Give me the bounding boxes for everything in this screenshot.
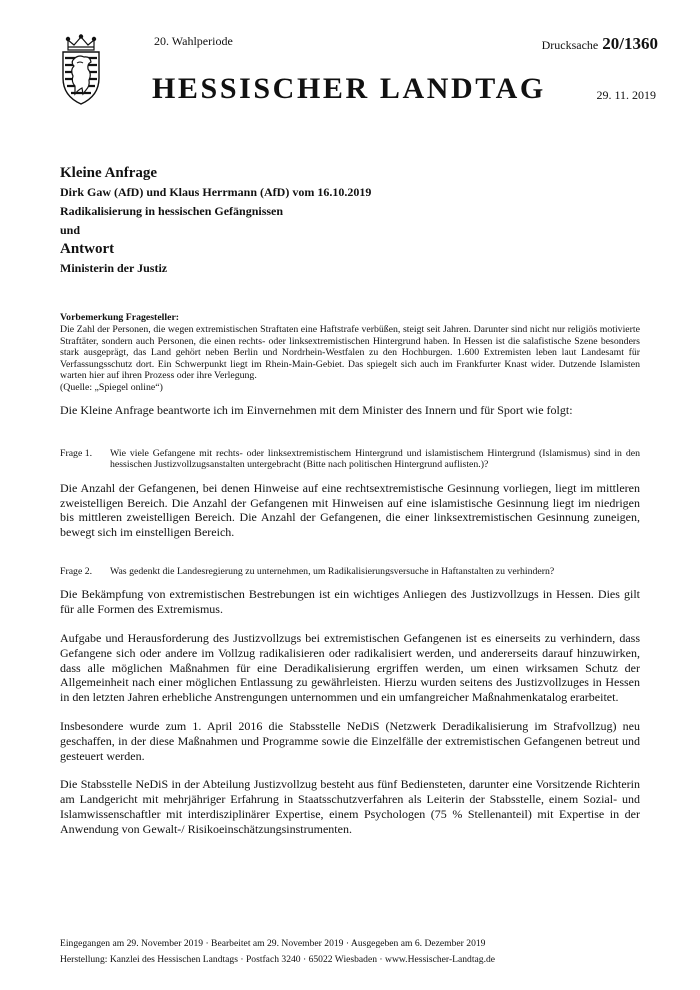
footer-dates: Eingegangen am 29. November 2019 · Bearbeitet am 29. November 2019 · Ausgegeben am 6. Dezember 2019 xyxy=(60,938,486,949)
document-date: 29. 11. 2019 xyxy=(596,88,656,102)
topic: Radikalisierung in hessischen Gefängnissen xyxy=(60,204,284,218)
question-2 xyxy=(60,566,640,578)
question-2-label: Frage 2. xyxy=(60,565,93,577)
answer-2-paragraph: Insbesondere wurde zum 1. April 2016 die Stabsstelle NeDiS (Netzwerk Deradikalisierung im Strafvollzug) neu geschaffen, in der diese Maßnahmen und Programme sowie die Einzelfälle der extremistischen Gefangenen betreut und gesteuert werden. xyxy=(60,719,640,763)
vorbemerkung-text: Die Zahl der Personen, die wegen extremistischen Straftaten eine Haftstrafe verbüßen, steigt seit Jahren. Darunter sind nicht nur religiös motivierte Straftäter, sondern auch Personen, die einen rechts- oder linksextremistischen Hintergrund haben. In Hessen ist die salafistische Szene besonders stark ausgeprägt, das Land gehört neben Berlin und Nordrhein-Westfalen zu den Hochburgen. 1.600 Extremisten leben laut Landesamt für Verfassungsschutz dort. Ein Schwerpunkt liegt im Rhein-Main-Gebiet. Das spiegelt sich auch im Frankfurter Knast wider. Dutzende Islamisten warten hier auf ihren Prozess oder ihre Verlegung. xyxy=(60,324,640,381)
document-body xyxy=(60,312,640,851)
question-1-text: Wie viele Gefangene mit rechts- oder linksextremistischem Hintergrund und islamistischem Hintergrund (Islamismus) sind in den hessischen Justizvollzugsanstalten untergebracht (Bitte nach politischen Hintergrund auflisten.)? xyxy=(110,447,640,471)
antwort-heading: Antwort xyxy=(60,241,115,257)
question-2-text: Was gedenkt die Landesregierung zu unternehmen, um Radikalisierungsversuche in Haftanstalten zu verhindern? xyxy=(110,565,555,577)
wahlperiode: 20. Wahlperiode xyxy=(154,34,233,48)
intro-paragraph: Die Kleine Anfrage beantworte ich im Einvernehmen mit dem Minister des Innern und für Sport wie folgt: xyxy=(60,403,573,417)
answer-2-paragraph: Die Bekämpfung von extremistischen Bestrebungen ist ein wichtiges Anliegen des Justizvollzugs in Hessen. Dies gilt für alle Formen des Extremismus. xyxy=(60,587,640,617)
authors: Dirk Gaw (AfD) und Klaus Herrmann (AfD) vom 16.10.2019 xyxy=(60,185,372,199)
vorbemerkung-heading: Vorbemerkung Fragesteller: xyxy=(60,312,180,323)
question-1-label: Frage 1. xyxy=(60,447,93,459)
parliament-name: HESSISCHER LANDTAG xyxy=(152,72,546,105)
und: und xyxy=(60,223,81,237)
drucksache xyxy=(542,34,658,54)
kleine-anfrage-heading: Kleine Anfrage xyxy=(60,165,158,181)
answer-1: Die Anzahl der Gefangenen, bei denen Hinweise auf eine rechtsextremistische Gesinnung vorliegen, liegt im mittleren zweistelligen Bereich. Die Anzahl der Gefangenen mit Hinweisen auf eine islamistische Gesinnung liegt im niedrigen bis mittleren zweistelligen Bereich. Die Anzahl der Gefangenen, die einer linksextremistischen Gesinnung zuneigen, bewegt sich im einstelligen Bereich. xyxy=(60,480,640,540)
vorbemerkung-quelle: (Quelle: „Spiegel online“) xyxy=(60,381,163,393)
footer xyxy=(60,936,640,968)
drucksache-label: Drucksache xyxy=(541,38,599,52)
answer-2-paragraph: Aufgabe und Herausforderung des Justizvollzugs bei extremistischen Gefangenen ist es einerseits zu verhindern, dass Gefangene sich oder andere im Vollzug radikalisieren oder radikalisiert werden, und andererseits darauf hinzuwirken, dass alle möglichen Maßnahmen für eine Deradikalisierung ergriffen werden, um einen wirksamen Schutz der Allgemeinheit nach einer möglichen Entlassung zu gewährleisten. Hierzu wurden seitens des Justizvollzuges in Hessen in den letzten Jahren erhebliche Anstrengungen unternommen und ein umfangreicher Maßnahmenkatalog erarbeitet. xyxy=(60,631,640,705)
hessen-coat-of-arms-icon xyxy=(60,34,102,106)
answer-2-paragraph: Die Stabsstelle NeDiS in der Abteilung Justizvollzug besteht aus fünf Bediensteten, darunter eine Vorsitzende Richterin am Landgericht mit mehrjähriger Erfahrung in Staatsschutzverfahren als Leiterin der Stabsstelle, einem Sozial- und Islamwissenschaftler mit interdisziplinärer Expertise, einem Psychologen (75 % Stellenanteil) mit Expertise in der Anwendung von Gewalt-/ Risikoeinschätzungsinstrumenten. xyxy=(60,777,640,836)
question-1 xyxy=(60,448,640,471)
title-block xyxy=(60,163,640,278)
footer-publisher: Herstellung: Kanzlei des Hessischen Landtags · Postfach 3240 · 65022 Wiesbaden · www.Hessischer-Landtag.de xyxy=(60,954,496,965)
drucksache-number: 20/1360 xyxy=(602,34,658,53)
ministry: Ministerin der Justiz xyxy=(60,261,168,275)
